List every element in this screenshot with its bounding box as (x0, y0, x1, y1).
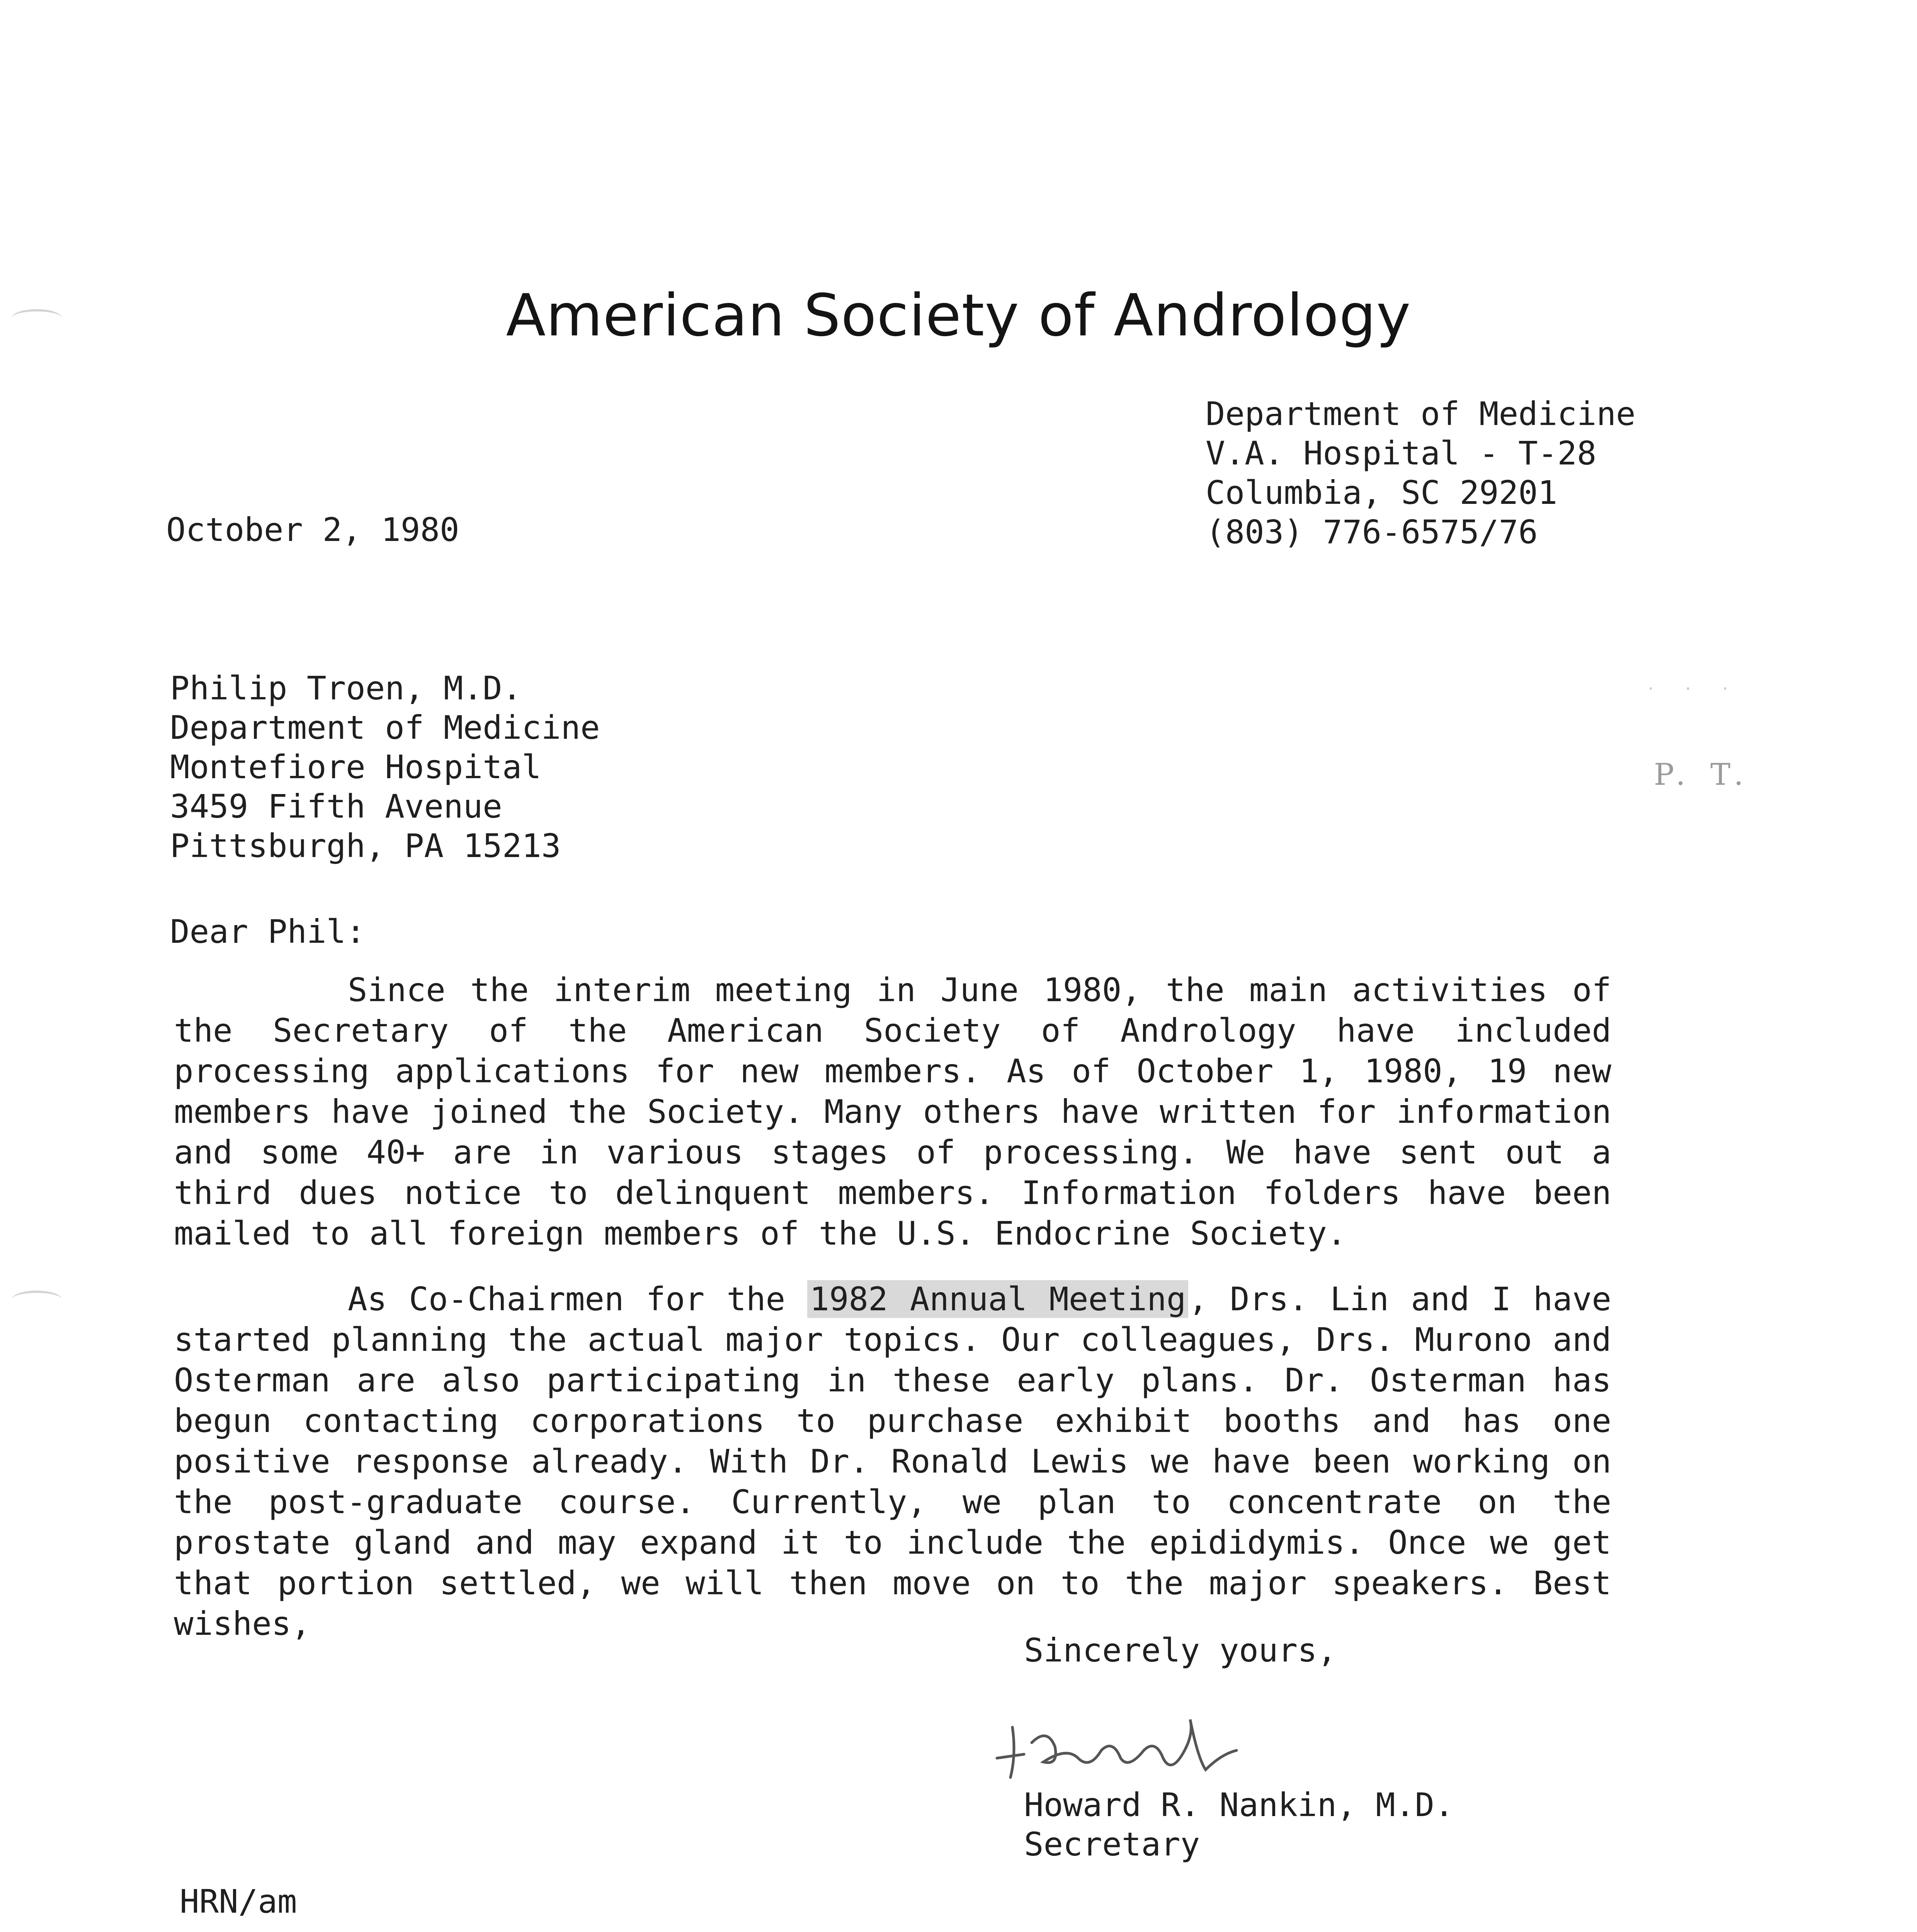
sender-address-line: Department of Medicine (1206, 395, 1636, 433)
scan-edge-mark (12, 1291, 62, 1308)
letter-date: October 2, 1980 (166, 511, 459, 549)
recipient-line: Department of Medicine (170, 709, 600, 747)
recipient-address (170, 668, 600, 866)
salutation: Dear Phil: (170, 913, 366, 951)
handwritten-initials: P. T. (1654, 757, 1751, 792)
body-paragraph-1 (174, 970, 1611, 1254)
recipient-line: Philip Troen, M.D. (170, 669, 522, 707)
sender-address-line: V.A. Hospital - T-28 (1206, 434, 1597, 472)
body-paragraph-2-start: As Co-Chairmen for the (348, 1280, 808, 1318)
signature-scribble (989, 1712, 1260, 1789)
scan-edge-mark (12, 309, 62, 327)
closing: Sincerely yours, (1024, 1631, 1337, 1669)
recipient-line: Pittsburgh, PA 15213 (170, 827, 561, 865)
signatory (1024, 1785, 1454, 1864)
sender-address-line: (803) 776-6575/76 (1206, 513, 1538, 551)
reference-initials: HRN/am (180, 1883, 297, 1920)
sender-address-line: Columbia, SC 29201 (1206, 474, 1558, 512)
body-paragraph-1-text: Since the interim meeting in June 1980, the main activities of the Secretary of the American Society of Andrology have included processing applications for new members. As of October 1, 1980, 19 new members have joined the Society. Many others have written for information and some 40+ are in various stages of processing. We have sent out a third dues notice to delinquent members. Information folders have been mailed to all foreign members of the U.S. Endocrine Society. (174, 971, 1611, 1252)
recipient-line: Montefiore Hospital (170, 748, 541, 786)
body-paragraph-2 (174, 1279, 1611, 1644)
signatory-name: Howard R. Nankin, M.D. (1024, 1786, 1454, 1824)
body-paragraph-2-end: , Drs. Lin and I have started planning the actual major topics. Our colleagues, Drs. Murono and Osterman are also participating in these early plans. Dr. Osterman has begun contacting corporations to purchase exhibit booths and has one positive response already. With Dr. Ronald Lewis we have been working on the post-graduate course. Currently, we plan to concentrate on the prostate gland and may expand it to include the epididymis. Once we get that portion settled, we will then move on to the major speakers. Best wishes, (174, 1280, 1611, 1643)
sender-address (1206, 394, 1636, 552)
letterhead-title: American Society of Andrology (506, 282, 1411, 349)
signature (989, 1712, 1260, 1789)
recipient-line: 3459 Fifth Avenue (170, 787, 502, 825)
signatory-title: Secretary (1024, 1825, 1200, 1863)
highlighted-meeting-text: 1982 Annual Meeting (807, 1280, 1188, 1318)
smudge-mark: · · · (1646, 680, 1730, 698)
